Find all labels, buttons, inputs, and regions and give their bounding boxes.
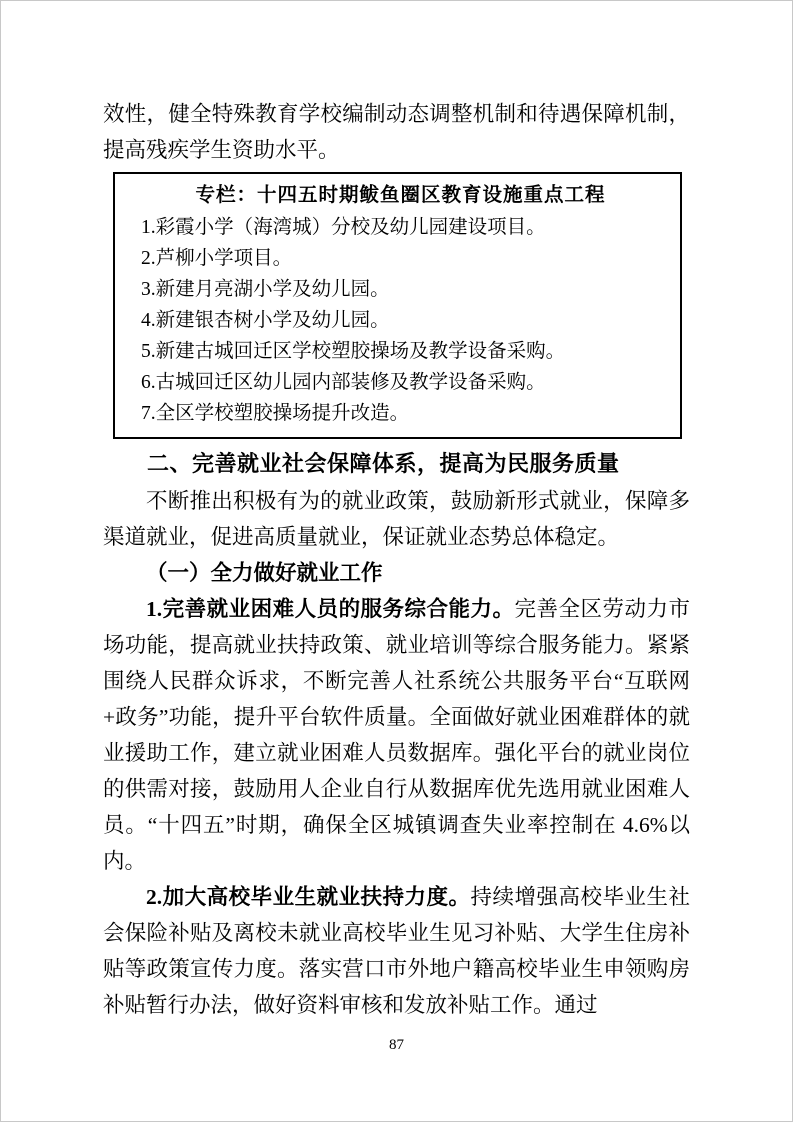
section-intro-paragraph: 不断推出积极有为的就业政策，鼓励新形式就业，保障多渠道就业，促进高质量就业，保证就业态势总体稳定。 xyxy=(103,489,690,549)
feature-box-item-6: 6.古城回迁区幼儿园内部装修及教学设备采购。 xyxy=(141,372,546,393)
subsection-heading: （一）全力做好就业工作 xyxy=(146,561,383,585)
feature-box-item-7: 7.全区学校塑胶操场提升改造。 xyxy=(141,403,410,424)
feature-box xyxy=(113,172,682,439)
feature-box-title: 专栏：十四五时期鲅鱼圈区教育设施重点工程 xyxy=(195,185,606,206)
point-2-lead: 2.加大高校毕业生就业扶持力度。 xyxy=(146,885,471,909)
point-2-body: 持续增强高校毕业生社会保险补贴及离校未就业高校毕业生见习补贴、大学生住房补贴等政策宣传力度。落实营口市外地户籍高校毕业生申领购房补贴暂行办法，做好资料审核和发放补贴工作。通过 xyxy=(103,885,690,1017)
point-1-body: 完善全区劳动力市场功能，提高就业扶持政策、就业培训等综合服务能力。紧紧围绕人民群众诉求，不断完善人社系统公共服务平台“互联网+政务”功能，提升平台软件质量。全面做好就业困难群体的就业援助工作，建立就业困难人员数据库。强化平台的就业岗位的供需对接，鼓励用人企业自行从数据库优先选用就业困难人员。“十四五”时期，确保全区城镇调查失业率控制在 4.6%以内。 xyxy=(103,597,690,873)
feature-box-item-5: 5.新建古城回迁区学校塑胶操场及教学设备采购。 xyxy=(141,341,566,362)
feature-box-item-1: 1.彩霞小学（海湾城）分校及幼儿园建设项目。 xyxy=(141,217,546,238)
paragraph-point-2 xyxy=(103,879,690,1023)
point-1-lead: 1.完善就业困难人员的服务综合能力。 xyxy=(146,597,515,621)
paragraph-intro-continuation: 效性，健全特殊教育学校编制动态调整机制和待遇保障机制，提高残疾学生资助水平。 xyxy=(103,102,690,162)
feature-box-item-3: 3.新建月亮湖小学及幼儿园。 xyxy=(141,279,390,300)
feature-box-item-4: 4.新建银杏树小学及幼儿园。 xyxy=(141,310,390,331)
feature-box-item-2: 2.芦柳小学项目。 xyxy=(141,248,293,269)
paragraph-point-1 xyxy=(103,591,690,879)
section-heading: 二、完善就业社会保障体系，提高为民服务质量 xyxy=(147,451,620,476)
page-number: 87 xyxy=(389,1037,404,1053)
